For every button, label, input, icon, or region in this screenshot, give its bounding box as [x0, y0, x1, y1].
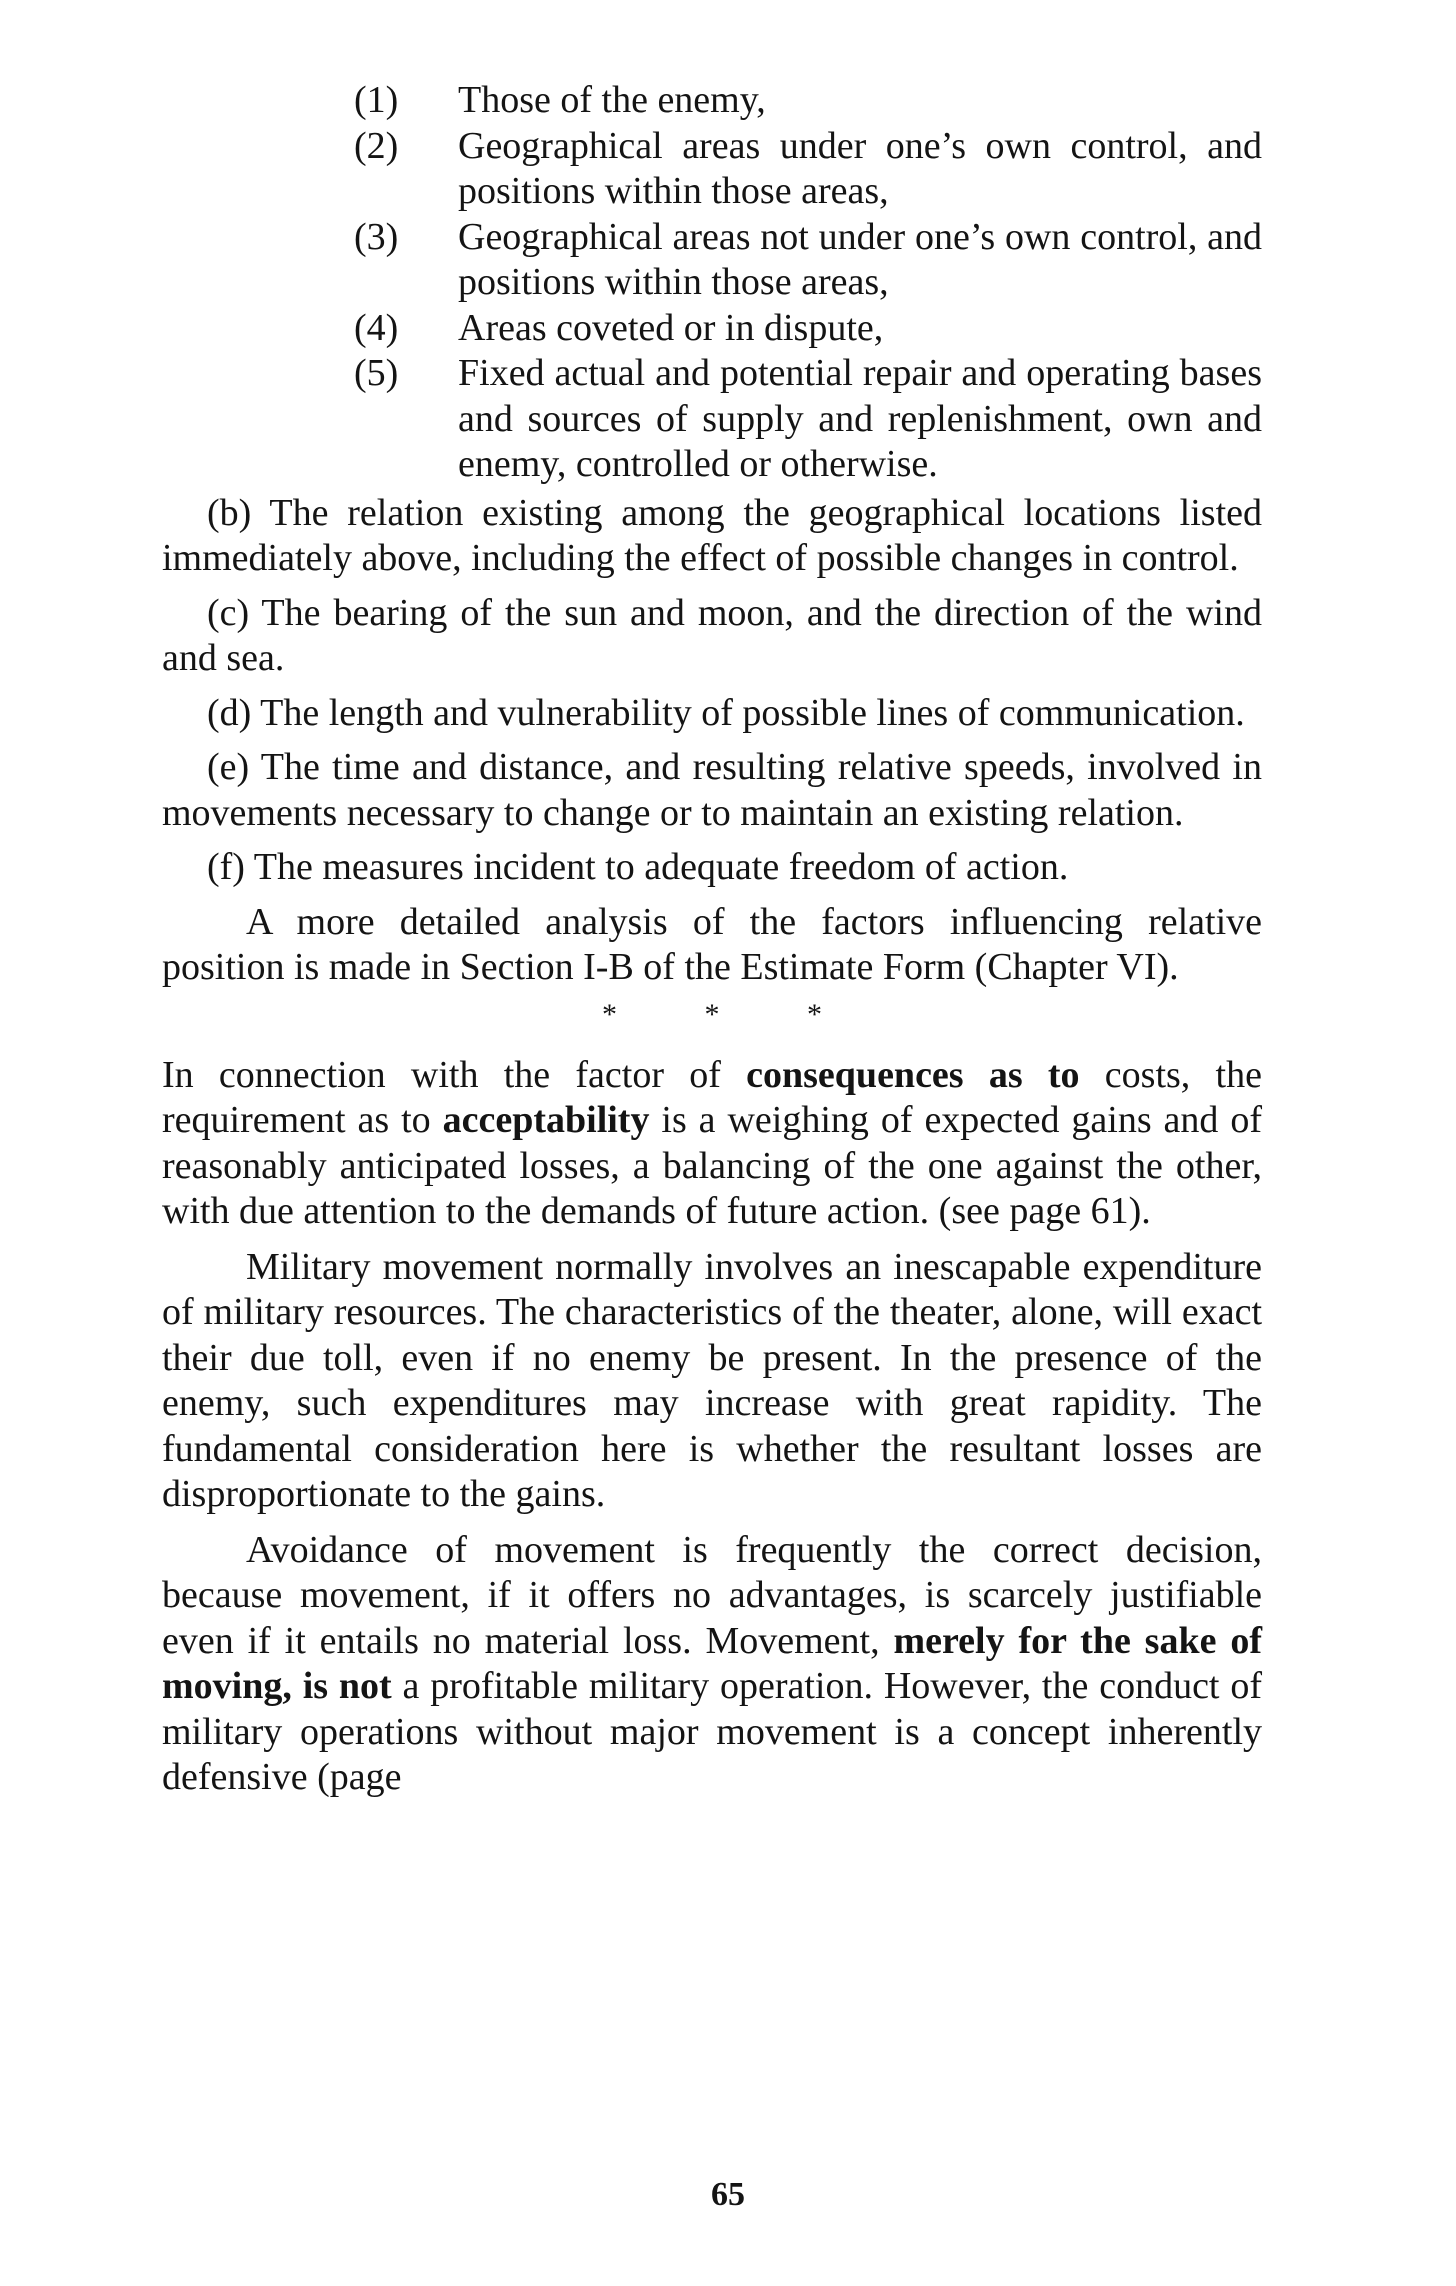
list-item-text: Geographical areas under one’s own control, and positions within those areas,	[458, 124, 1262, 212]
list-item	[162, 124, 1262, 215]
page-body	[162, 78, 1262, 1811]
consequences-paragraph	[162, 1053, 1262, 1235]
text-run: is a weighing of expected gains and of reasonably anticipated losses, a balancing of the one against the other, with due attention to the demands of future action. (see page 61).	[162, 1099, 1263, 1232]
sub-paragraph-b: (b) The relation existing among the geographical locations listed immediately above, including the effect of possible changes in control.	[162, 491, 1262, 579]
list-item-text: Areas coveted or in dispute,	[458, 306, 884, 349]
sub-paragraph-f: (f) The measures incident to adequate freedom of action.	[207, 846, 1069, 888]
section-separator: * * *	[602, 997, 822, 1031]
list-item	[162, 78, 1262, 124]
list-item-text: Geographical areas not under one’s own control, and positions within those areas,	[458, 215, 1262, 303]
list-item-text: Those of the enemy,	[458, 79, 766, 121]
bold-term: acceptability	[442, 1099, 650, 1141]
list-item-text: Fixed actual and potential repair and operating bases and sources of supply and replenishment, own and enemy, controlled or otherwise.	[458, 352, 1262, 485]
text-run: Avoidance of movement is frequently the correct decision, because movement, if it offers no advantages, is scarcely justifiable even if it entails no material loss. Movement,	[162, 1528, 1262, 1662]
list-item-number: (4)	[354, 306, 399, 349]
sub-paragraph-d: (d) The length and vulnerability of possible lines of communication.	[207, 691, 1245, 734]
bold-term: merely for the sake of moving, is not	[162, 1619, 1262, 1707]
detail-paragraph: A more detailed analysis of the factors influencing relative position is made in Section I-B of the Estimate Form (Chapter VI).	[162, 900, 1262, 988]
list-item-number: (1)	[354, 79, 399, 121]
list-item	[162, 306, 1262, 352]
bold-term: consequences as to	[746, 1053, 1080, 1096]
text-run: a profitable military operation. However, the conduct of military operations without major movement is a concept inherently defensive (page	[162, 1665, 1262, 1798]
enumerated-list	[162, 78, 1262, 488]
avoidance-paragraph	[162, 1528, 1262, 1801]
sub-paragraph-e: (e) The time and distance, and resulting relative speeds, involved in movements necessary to change or to maintain an existing relation.	[162, 746, 1262, 834]
list-item-number: (2)	[354, 124, 399, 167]
list-item-number: (3)	[354, 215, 399, 258]
text-run: In connection with the factor of	[162, 1053, 747, 1096]
list-item	[162, 215, 1262, 306]
text-run: costs, the requirement as to	[162, 1053, 1262, 1141]
list-item	[162, 351, 1262, 488]
military-movement-paragraph: Military movement normally involves an inescapable expenditure of military resources. The characteristics of the theater, alone, will exact their due toll, even if no enemy be present. In the presence of the enemy, such expenditures may increase with great rapidity. The fundamental consideration here is whether the resultant losses are disproportionate to the gains.	[162, 1245, 1262, 1515]
sub-paragraph-c: (c) The bearing of the sun and moon, and the direction of the wind and sea.	[162, 591, 1262, 679]
page-number: 65	[711, 2176, 745, 2213]
list-item-number: (5)	[354, 352, 399, 394]
